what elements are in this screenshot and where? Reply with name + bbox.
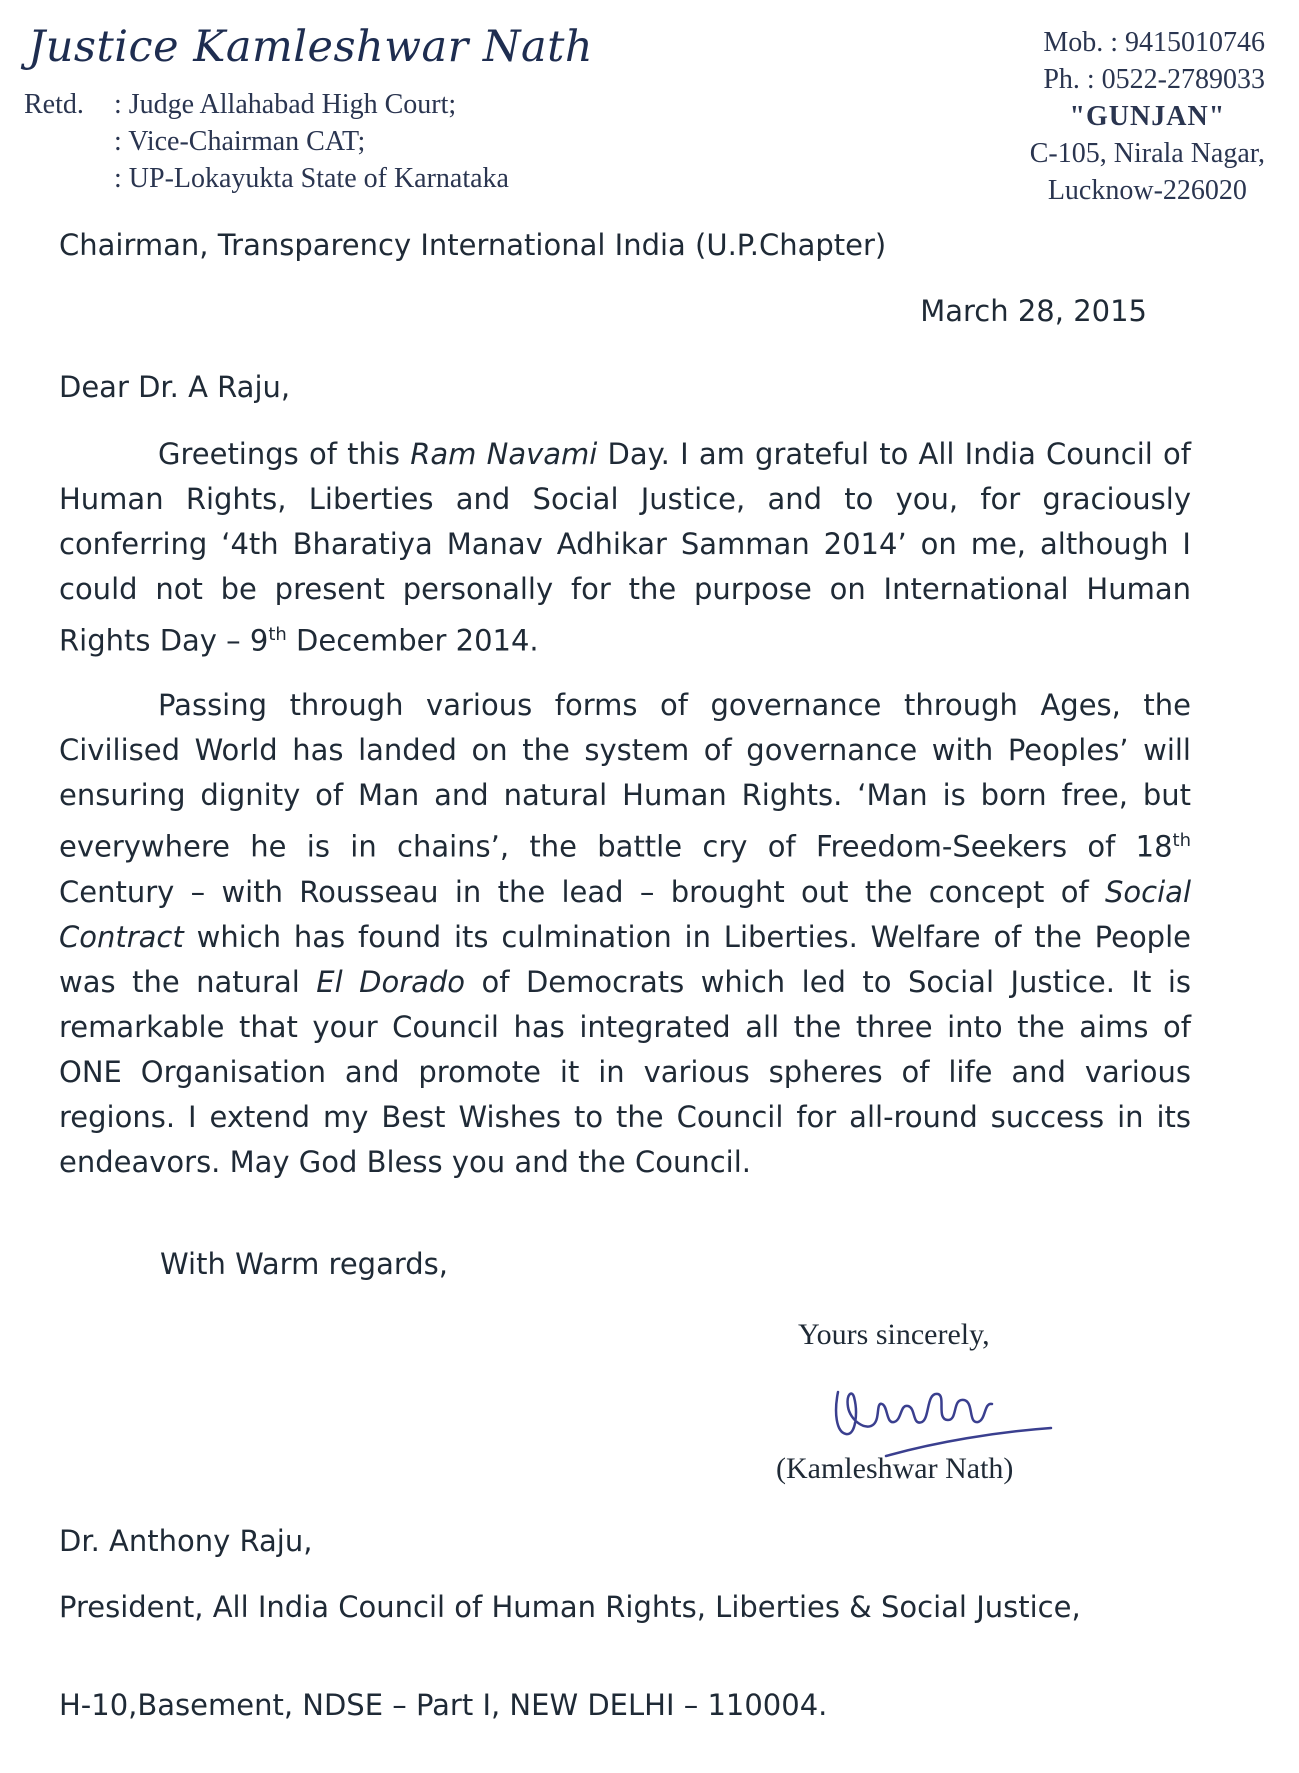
addressee-title: President, All India Council of Human Rights, Liberties & Social Justice, <box>59 1590 1081 1624</box>
mobile-number: Mob. : 9415010746 <box>1043 27 1265 58</box>
phone-number: Ph. : 0522-2789033 <box>1043 64 1265 95</box>
letter-date: March 28, 2015 <box>920 294 1147 328</box>
addressee-name: Dr. Anthony Raju, <box>59 1524 313 1558</box>
address-line-1: C-105, Nirala Nagar, <box>1029 138 1265 169</box>
position-item: : Judge Allahabad High Court; <box>114 89 457 120</box>
closing-line: With Warm regards, <box>160 1247 448 1281</box>
paragraph-governance: Passing through various forms of governance through Ages, the Civilised World has landed on the system of governance with Peoples’ will ensuring dignity of Man and natural Human Rights. ‘Man is born free, but everywhere he is in chains’, the battle cry of Freedom-Seekers of 18th Century – with Rousseau in the lead – brought out the concept of Social Contract which has found its culmination in Liberties. Welfare of the People was the natural El Dorado of Democrats which led to Social Justice. It is remarkable that your Council has integrated all the three into the aims of ONE Organisation and promote it in various spheres of life and various regions. I extend my Best Wishes to the Council for all-round success in its endeavors. May God Bless you and the Council. <box>59 688 1191 1179</box>
paragraph-greetings: Greetings of this Ram Navami Day. I am grateful to All India Council of Human Rights, Liberties and Social Justice, and to you, for graciously conferring ‘4th Bharatiya Manav Adhikar Samman 2014’ on me, although I could not be present personally for the purpose on International Human Rights Day – 9th December 2014. <box>59 437 1192 658</box>
yours-sincerely: Yours sincerely, <box>798 1318 990 1351</box>
signatory-name: (Kamleshwar Nath) <box>776 1452 1014 1485</box>
house-name: "GUNJAN" <box>1069 101 1226 132</box>
retd-label: Retd. <box>24 89 84 120</box>
retired-positions <box>24 86 509 197</box>
salutation: Dear Dr. A Raju, <box>59 370 291 404</box>
address-line-2: Lucknow-226020 <box>1047 175 1247 206</box>
letterhead-name: Justice Kamleshwar Nath <box>28 22 594 72</box>
position-item: : UP-Lokayukta State of Karnataka <box>114 163 509 194</box>
addressee-street: H-10,Basement, NDSE – Part I, NEW DELHI – 110004. <box>59 1688 828 1722</box>
handwritten-signature <box>826 1372 1056 1462</box>
position-item: : Vice-Chairman CAT; <box>114 126 366 157</box>
designation-line: Chairman, Transparency International India (U.P.Chapter) <box>59 228 887 262</box>
contact-block <box>1030 24 1265 209</box>
